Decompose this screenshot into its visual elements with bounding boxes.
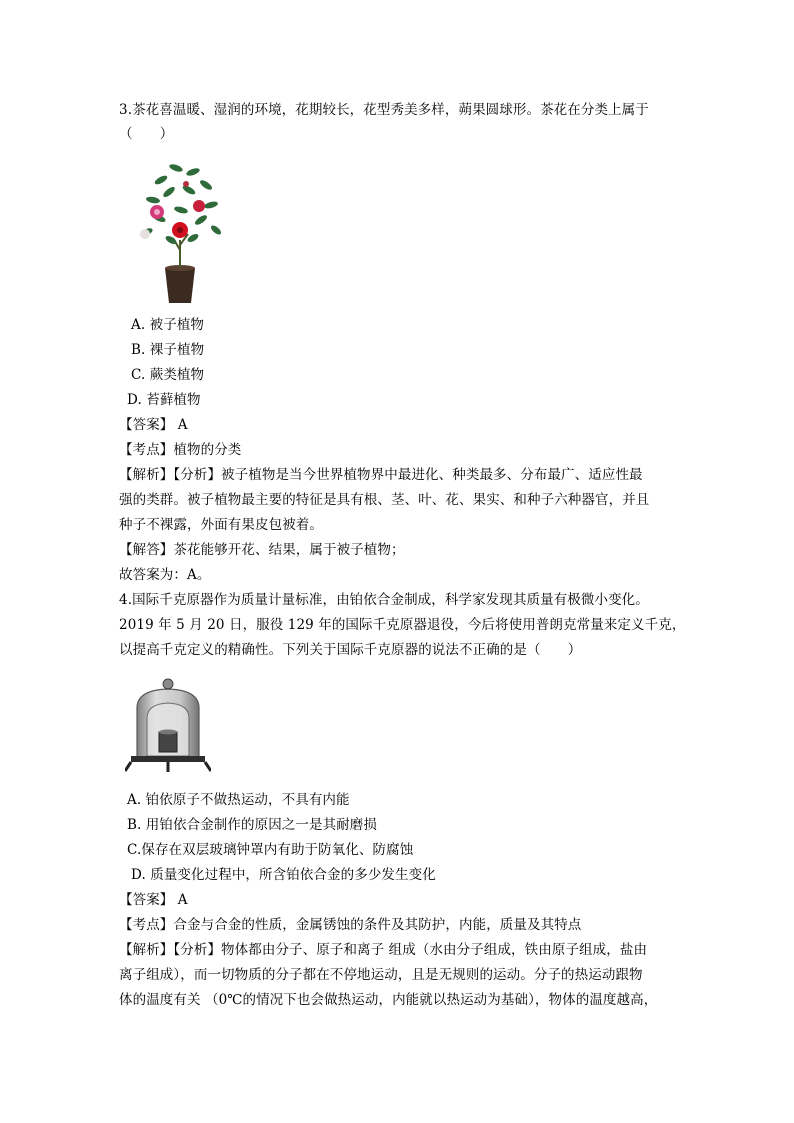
q3-kaodian: 【考点】植物的分类 (119, 442, 242, 458)
q4-jiexi-line3: 体的温度有关 （0℃的情况下也会做热运动，内能就以热运动为基础），物体的温度越高， (119, 992, 658, 1008)
q4-option-c: C.保存在双层玻璃钟罩内有助于防氧化、防腐蚀 (127, 842, 414, 858)
camellia-plant-image (131, 150, 229, 307)
q3-jieda: 【解答】茶花能够开花、结果，属于被子植物； (119, 542, 405, 558)
q3-jiexi-line2: 强的类群。被子植物最主要的特征是具有根、茎、叶、花、果实、和种子六种器官，并且 (119, 492, 650, 508)
q4-jiexi-line2: 离子组成），而一切物质的分子都在不停地运动，且是无规则的运动。分子的热运动跟物 (119, 967, 643, 983)
q3-answer: 【答案】 A (119, 417, 188, 433)
q4-answer: 【答案】 A (119, 892, 188, 908)
q4-stem-line1: 4.国际千克原器作为质量计量标准，由铂依合金制成，科学家发现其质量有极微小变化。 (119, 592, 649, 608)
q3-jiexi-line3: 种子不裸露，外面有果皮包被着。 (119, 517, 323, 533)
q3-stem-line2: （ ） (119, 126, 174, 142)
q4-stem-line2: 2019 年 5 月 20 日，服役 129 年的国际千克原器退役，今后将使用普朗克常量来定义千克， (119, 617, 686, 633)
q4-stem-line3: 以提高千克定义的精确性。下列关于国际千克原器的说法不正确的是（ ） (119, 642, 582, 658)
q3-jiexi-line1: 【解析】【分析】被子植物是当今世界植物界中最进化、种类最多、分布最广、适应性最 (119, 467, 643, 483)
q4-option-d: D. 质量变化过程中，所含铂依合金的多少发生变化 (131, 867, 436, 883)
q3-stem-line1: 3.茶花喜温暖、湿润的环境，花期较长，花型秀美多样，蒴果圆球形。茶花在分类上属于 (119, 102, 649, 118)
q3-option-b: B. 裸子植物 (131, 342, 205, 358)
q3-option-c: C. 蕨类植物 (131, 367, 205, 383)
kilogram-prototype-image (125, 676, 211, 774)
q3-option-a: A. 被子植物 (131, 317, 205, 333)
q4-option-b: B. 用铂依合金制作的原因之一是其耐磨损 (127, 817, 378, 833)
q3-option-d: D. 苔藓植物 (127, 392, 201, 408)
q3-conclusion: 故答案为：A。 (119, 567, 211, 583)
q4-option-a: A. 铂依原子不做热运动，不具有内能 (127, 792, 350, 808)
q4-jiexi-line1: 【解析】【分析】物体都由分子、原子和离子 组成（水由分子组成，铁由原子组成，盐由 (119, 942, 648, 958)
q4-kaodian: 【考点】合金与合金的性质，金属锈蚀的条件及其防护，内能，质量及其特点 (119, 917, 582, 933)
